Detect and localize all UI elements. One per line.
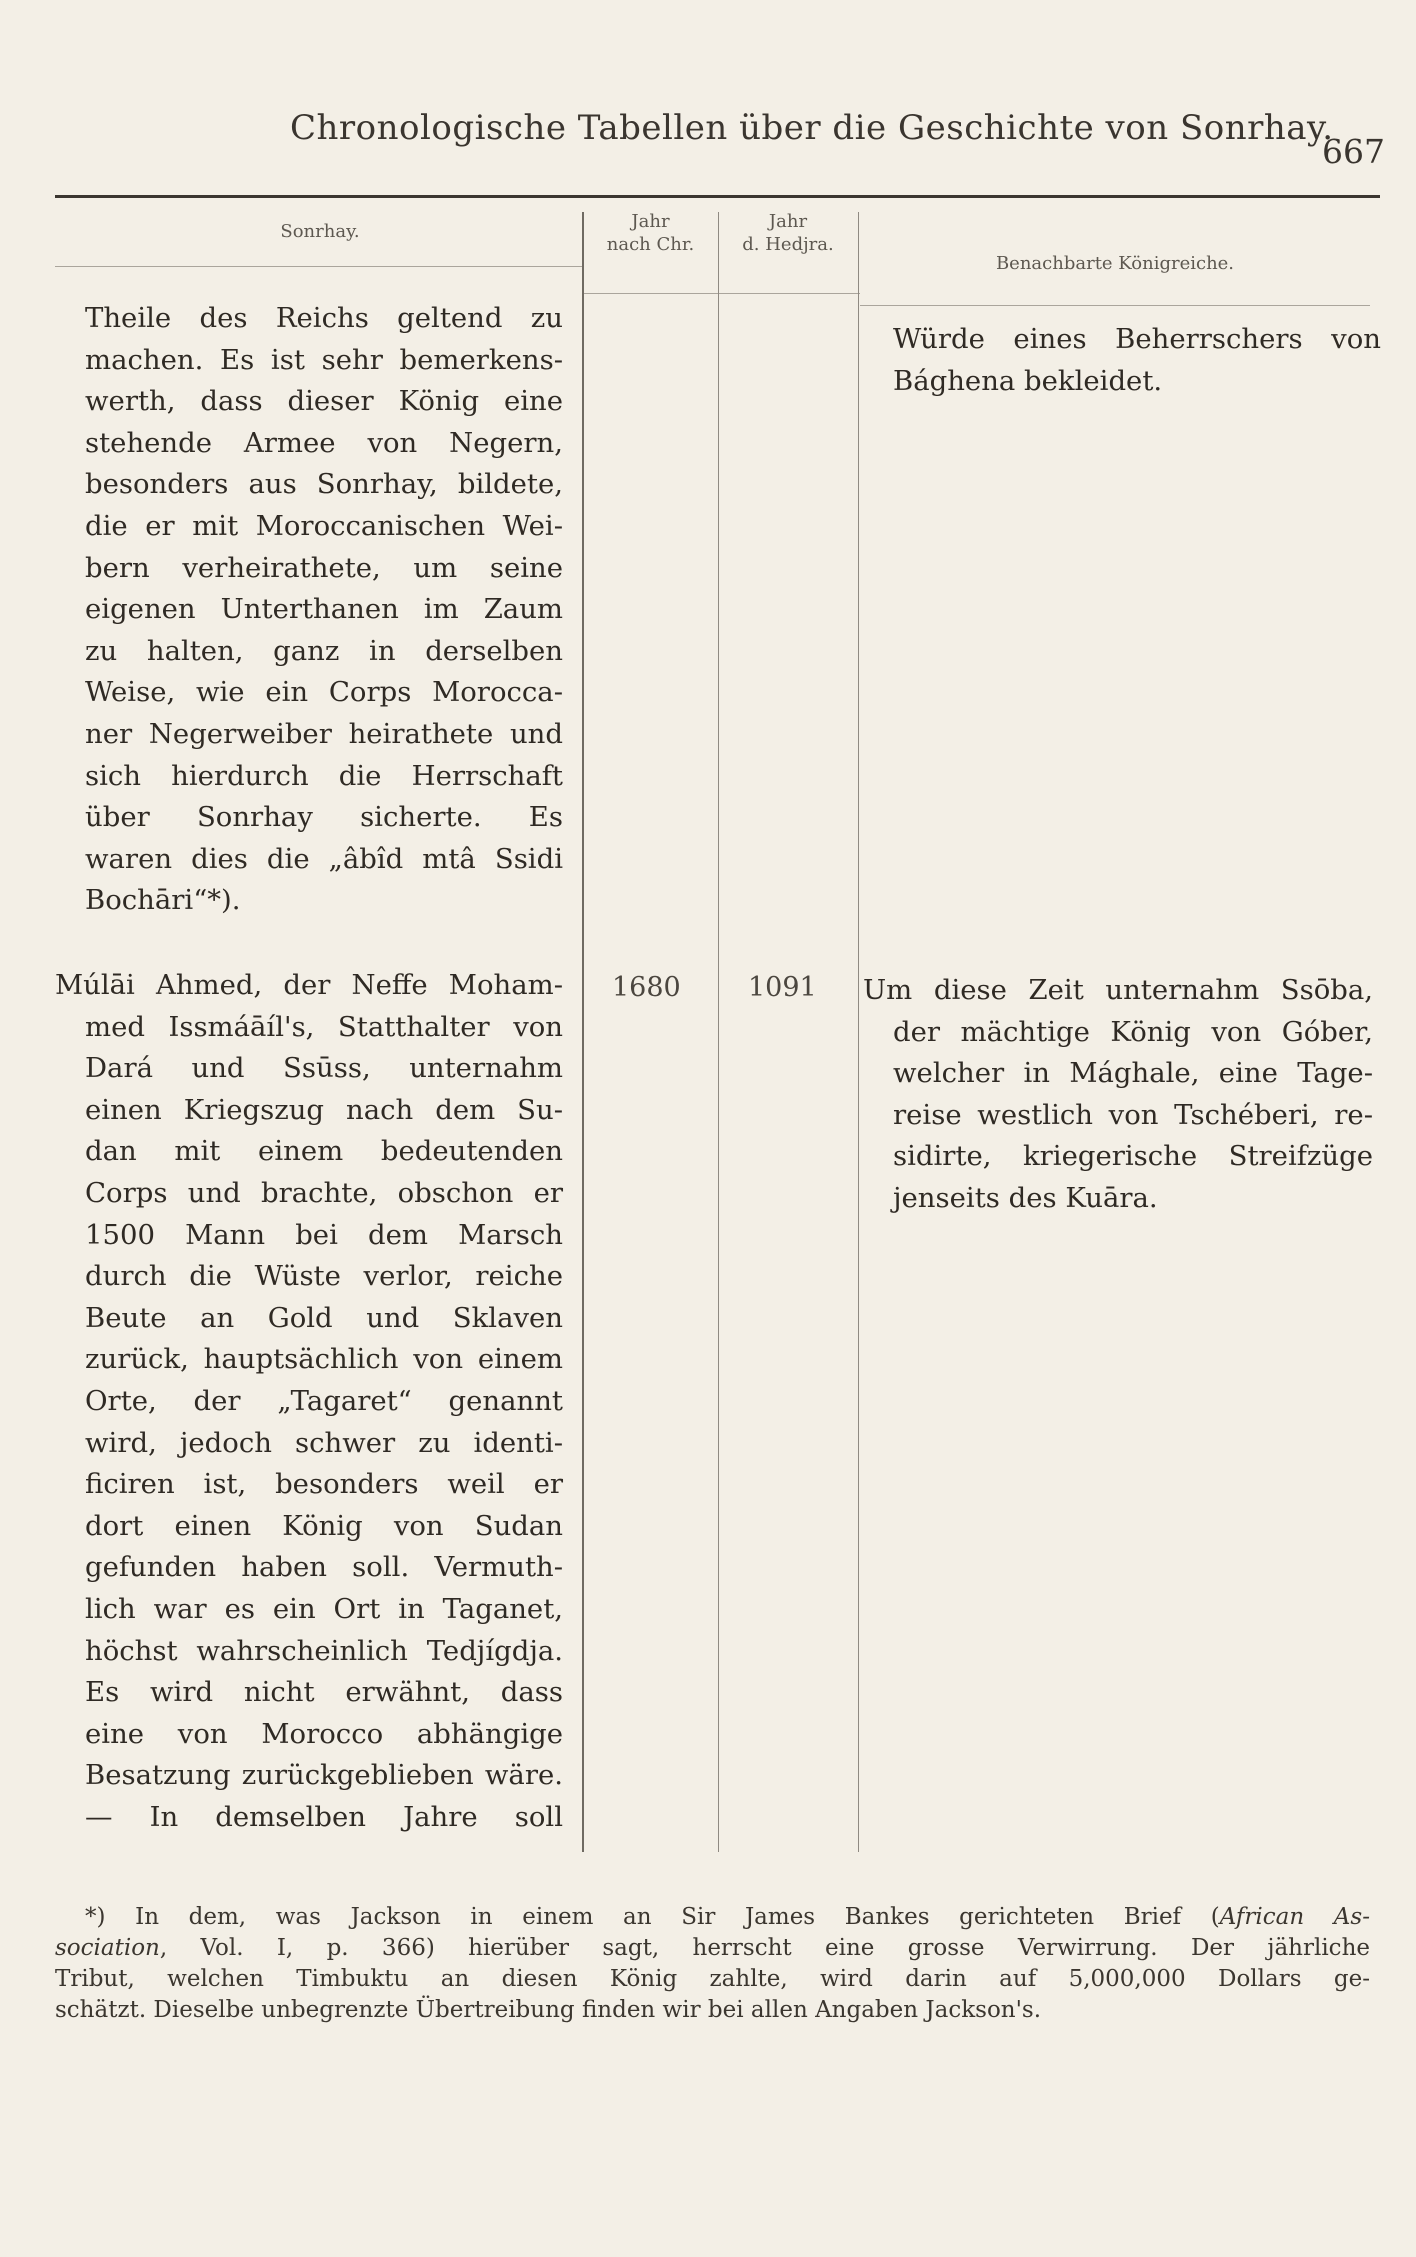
entry2-line: wird, jedoch schwer zu identi-: [85, 1426, 563, 1459]
entry2-line: Dará und Ssūss, unternahm: [85, 1052, 563, 1085]
header-rule-years: [583, 293, 860, 294]
entry2-line: höchst wahrscheinlich Tedjígdja.: [85, 1634, 563, 1667]
entry2-neighbour-line: reise westlich von Tschéberi, re-: [893, 1098, 1373, 1131]
entry1-neighbour-line: Bághena bekleidet.: [893, 364, 1163, 397]
entry1-line: die er mit Moroccanischen Wei-: [85, 509, 563, 542]
column-header-sonrhay: [55, 220, 585, 243]
column-header-jahr-hedjra-line2: d. Hedjra.: [742, 234, 834, 255]
footnote-text: , Vol. I, p. 366) hierüber sagt, herrscht eine grosse Verwirrung. Der jährliche: [159, 1935, 1370, 1961]
entry1-line: zu halten, ganz in derselben: [85, 634, 563, 667]
entry2-neighbour-line: jenseits des Kuāra.: [893, 1181, 1158, 1214]
column-header-jahr-chr-line2: nach Chr.: [606, 234, 695, 255]
entry1-line: eigenen Unterthanen im Zaum: [85, 593, 563, 626]
entry2-line: Beute an Gold und Sklaven: [85, 1301, 563, 1334]
entry2-neighbour-line: Um diese Zeit unternahm Ssōba,: [863, 974, 1373, 1006]
entry2-line: gefunden haben soll. Vermuth-: [85, 1551, 563, 1584]
page-number: 667: [1322, 132, 1385, 171]
entry2-year-hedjra: 1091: [748, 972, 817, 1003]
entry2-line: lich war es ein Ort in Taganet,: [85, 1592, 563, 1625]
entry1-line: machen. Es ist sehr bemerkens-: [85, 343, 563, 376]
header-rule-neighbours: [860, 305, 1370, 306]
entry2-line: dort einen König von Sudan: [85, 1509, 563, 1542]
running-head: Chronologische Tabellen über die Geschichte von Sonrhay.: [290, 108, 1334, 148]
column-header-jahr-chr: [583, 210, 718, 256]
column-header-jahr-hedjra: [718, 210, 858, 256]
entry1-line: besonders aus Sonrhay, bildete,: [85, 468, 563, 501]
entry2-neighbour-line: welcher in Mághale, eine Tage-: [893, 1057, 1373, 1090]
entry1-neighbour-line: Würde eines Beherrschers von: [893, 323, 1381, 355]
entry1-line: sich hierdurch die Herrschaft: [85, 759, 563, 792]
entry2-neighbour-line: sidirte, kriegerische Streifzüge: [893, 1140, 1373, 1173]
column-header-neighbours-label: Benachbarte Königreiche.: [995, 253, 1235, 274]
column-rule-3: [858, 212, 859, 1852]
footnote-line: Tribut, welchen Timbuktu an diesen König zahlte, wird darin auf 5,000,000 Dollars ge-: [55, 1966, 1370, 1992]
entry1-line: werth, dass dieser König eine: [85, 385, 563, 418]
column-rule-1: [582, 212, 584, 1852]
entry2-line: zurück, hauptsächlich von einem: [85, 1343, 563, 1376]
footnote: [55, 1902, 1370, 2026]
entry2-line: 1500 Mann bei dem Marsch: [85, 1218, 563, 1251]
entry2-line: dan mit einem bedeutenden: [85, 1135, 563, 1168]
entry2-line: eine von Morocco abhängige: [85, 1717, 563, 1750]
column-header-neighbours: [860, 252, 1370, 275]
column-header-jahr-chr-line1: Jahr: [631, 211, 670, 232]
entry1-line: waren dies die „âbîd mtâ Ssidi: [85, 842, 563, 875]
entry2-neighbour-text: [863, 970, 1373, 1220]
footnote-line: schätzt. Dieselbe unbegrenzte Übertreibung finden wir bei allen Angaben Jackson's.: [55, 1997, 1042, 2023]
entry1-line: Bochāri“*).: [85, 884, 241, 917]
entry2-line: durch die Wüste verlor, reiche: [85, 1260, 563, 1293]
footnote-text: *) In dem, was Jackson in einem an Sir James Bankes gerichteten Brief (: [85, 1904, 1220, 1930]
entry2-line: einen Kriegszug nach dem Su-: [85, 1093, 563, 1126]
entry2-neighbour-line: der mächtige König von Góber,: [893, 1015, 1373, 1048]
entry1-sonrhay-text: [85, 298, 563, 922]
entry2-line: Orte, der „Tagaret“ genannt: [85, 1384, 563, 1417]
entry1-line: Weise, wie ein Corps Morocca-: [85, 676, 563, 709]
entry2-line: Múlāi Ahmed, der Neffe Moham-: [55, 969, 563, 1001]
entry2-line: Corps und brachte, obschon er: [85, 1176, 563, 1209]
footnote-italic: sociation: [55, 1935, 160, 1961]
header-rule-sonrhay: [55, 266, 583, 267]
footnote-line: [55, 1933, 1370, 1964]
entry2-line: med Issmáāíl's, Statthalter von: [85, 1010, 563, 1043]
column-header-jahr-hedjra-line1: Jahr: [768, 211, 808, 232]
footnote-italic: African As-: [1219, 1904, 1370, 1930]
entry2-line: Besatzung zurückgeblieben wäre.: [85, 1759, 563, 1792]
entry1-line: bern verheirathete, um seine: [85, 551, 563, 584]
column-rule-2: [718, 212, 719, 1852]
entry1-line: Theile des Reichs geltend zu: [85, 302, 563, 334]
entry2-line: ficiren ist, besonders weil er: [85, 1468, 563, 1501]
entry2-year-chr: 1680: [612, 972, 681, 1003]
column-header-sonrhay-label: Sonrhay.: [280, 221, 360, 242]
footnote-line: [85, 1902, 1370, 1933]
top-rule: [55, 195, 1380, 198]
entry1-line: ner Negerweiber heirathete und: [85, 717, 563, 750]
entry2-line: — In demselben Jahre soll: [85, 1800, 563, 1833]
entry1-neighbour-text: [893, 319, 1381, 402]
entry2-line: Es wird nicht erwähnt, dass: [85, 1676, 563, 1709]
entry2-sonrhay-text: [55, 965, 563, 1838]
entry1-line: stehende Armee von Negern,: [85, 426, 563, 459]
entry1-line: über Sonrhay sicherte. Es: [85, 801, 563, 834]
